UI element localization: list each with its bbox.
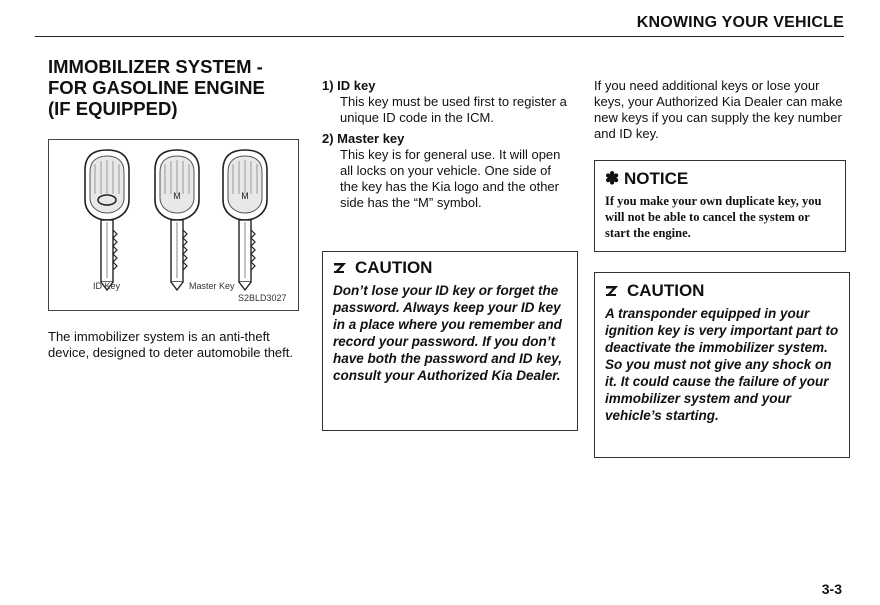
id-key-heading: 1) ID key: [322, 78, 376, 93]
section-title-line-1: IMMOBILIZER SYSTEM -: [48, 56, 263, 77]
key-letter-2: M: [241, 191, 249, 201]
notice-title: ✽ NOTICE: [605, 169, 689, 188]
caution-box-1: [322, 251, 578, 431]
caution-text-2: A transponder equipped in your ignition key is very important part to deactivate the immobilizer system. So you must not give any shock on it. It could cause the failure of your immobilizer system and your vehicle’s starting.: [605, 306, 839, 423]
id-key-icon: [85, 150, 129, 290]
master-key-icon: [155, 150, 199, 290]
notice-box: [594, 160, 846, 252]
additional-keys-paragraph: If you need additional keys or lose your keys, your Authorized Kia Dealer can make new keys if you can supply the key number and ID key.: [594, 78, 843, 141]
master-key-heading: 2) Master key: [322, 131, 405, 146]
column-left: [48, 56, 298, 374]
caution-title-2: [605, 281, 841, 301]
keys-figure: [48, 139, 299, 311]
key-letter-1: M: [173, 191, 181, 201]
caution-icon: [333, 261, 349, 275]
caution-text-1: Don’t lose your ID key or forget the password. Always keep your ID key in a place where you remember and record your password. If you don’t have both the password and ID key, consult your Authorized Kia Dealer.: [333, 283, 563, 383]
caution-title-text-1: CAUTION: [355, 258, 433, 277]
section-title-line-3: (IF EQUIPPED): [48, 98, 178, 119]
column-middle: [322, 78, 572, 216]
master-key-icon-2: [223, 150, 267, 290]
caution-title-1: [333, 258, 571, 278]
id-key-label: ID Key: [93, 281, 121, 291]
column-right: [594, 78, 844, 142]
caution-title-text-2: CAUTION: [627, 281, 705, 300]
keys-illustration: [49, 140, 298, 310]
id-key-description: This key must be used first to register a unique ID code in the ICM.: [340, 94, 567, 125]
figure-code: S2BLD3027: [238, 293, 287, 303]
page-header: [0, 14, 844, 34]
section-title: [48, 56, 298, 119]
caution-icon-2: [605, 284, 621, 298]
intro-paragraph: The immobilizer system is an anti-theft device, designed to deter automobile theft.: [48, 329, 293, 360]
header-title: KNOWING YOUR VEHICLE: [636, 14, 844, 31]
master-key-description: This key is for general use. It will open all locks on your vehicle. One side of the key has the Kia logo and the other side has the “M” symbol.: [340, 147, 561, 210]
header-rule: [35, 36, 844, 37]
section-title-line-2: FOR GASOLINE ENGINE: [48, 77, 265, 98]
master-key-label: Master Key: [189, 281, 235, 291]
page-number: 3-3: [821, 581, 842, 597]
notice-text: If you make your own duplicate key, you will not be able to cancel the system or start the engine.: [605, 194, 822, 240]
caution-box-2: [594, 272, 850, 458]
